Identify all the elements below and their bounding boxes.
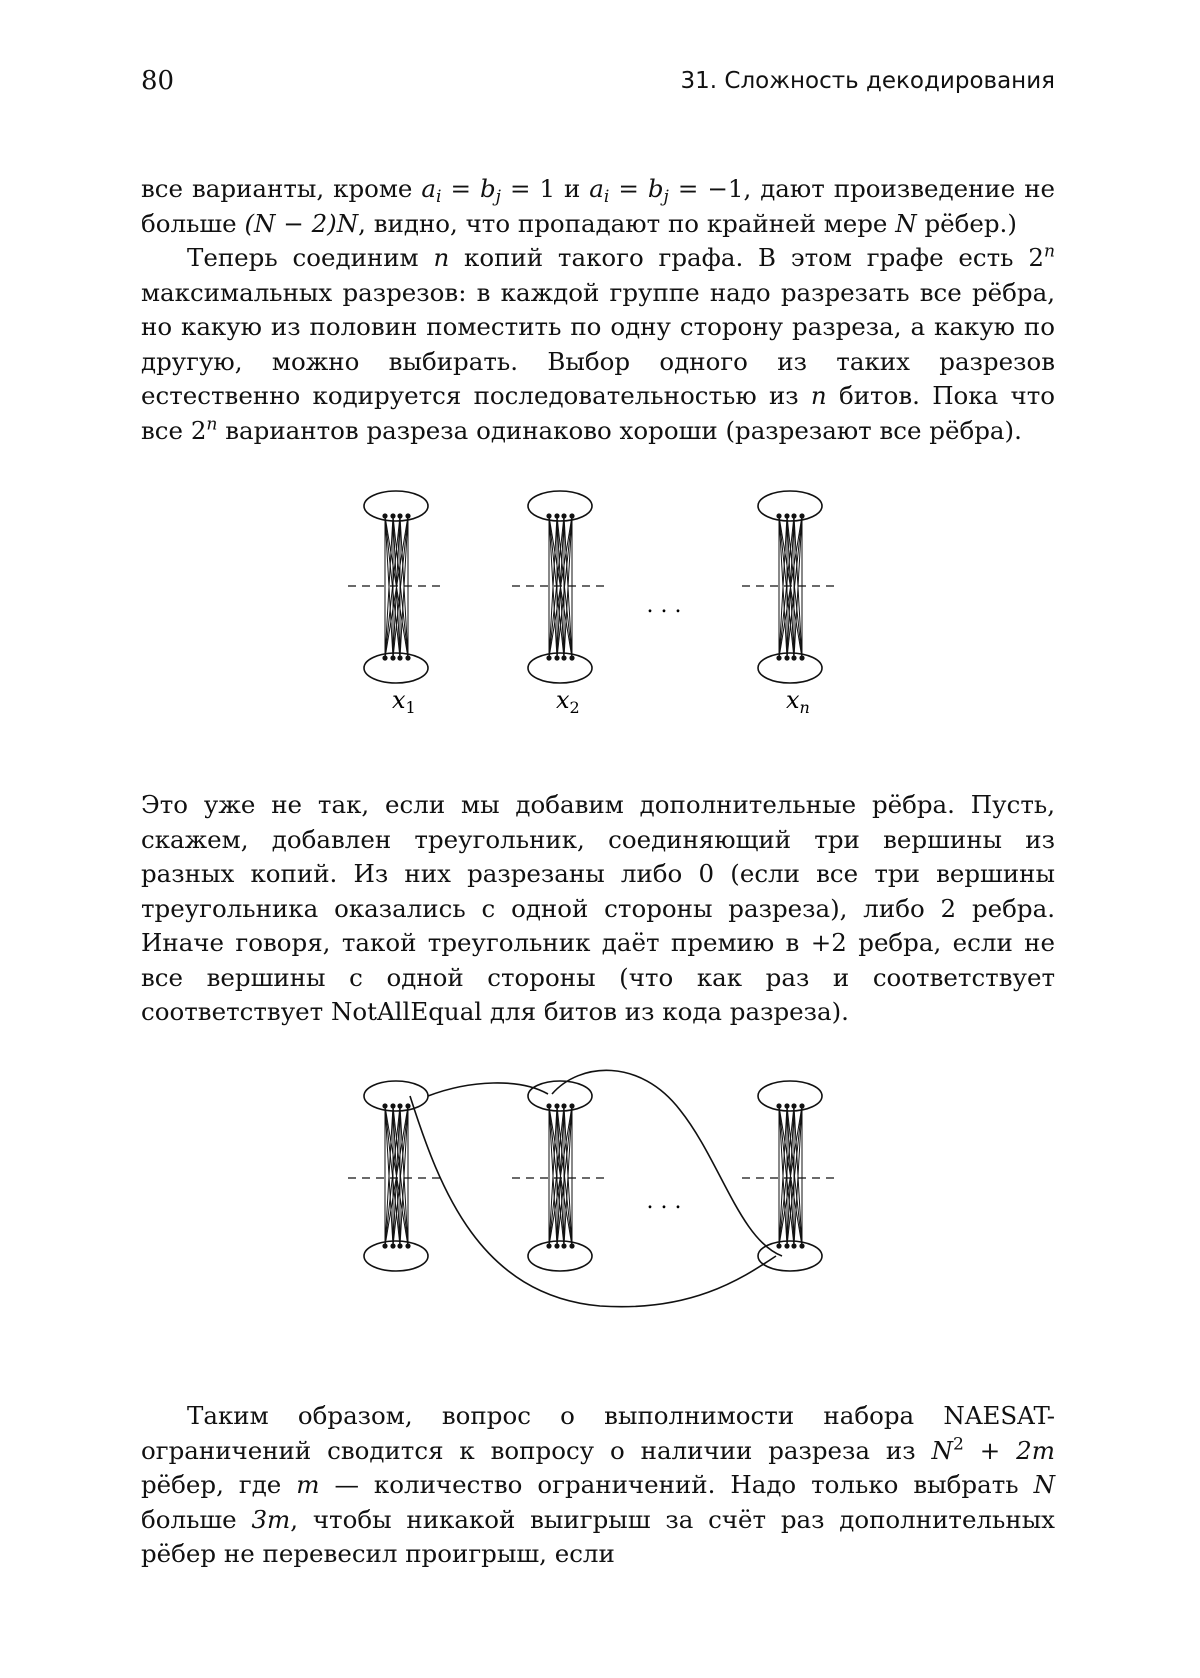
vertex [390, 513, 395, 518]
text-run: , чтобы никакой выигрыш за счёт раз дополнительных рёбер не перевесил проигрыш, если [141, 1505, 1055, 1569]
vertex [554, 1103, 559, 1108]
vertex [791, 1103, 796, 1108]
vertex [569, 1103, 574, 1108]
math-var: N [895, 209, 916, 238]
text-run: больше [141, 1505, 251, 1534]
math-var: b [648, 174, 664, 203]
text-run: и [555, 174, 589, 203]
vertex [405, 655, 410, 660]
graph-units [348, 491, 838, 683]
math-var: a [589, 174, 604, 203]
text-run: , дают произведение не больше [141, 174, 1055, 238]
paragraph-1 [141, 172, 1055, 241]
bottom-group-ellipse [758, 1241, 822, 1271]
vertex [390, 1243, 395, 1248]
graph-unit [742, 491, 838, 683]
vertex [569, 655, 574, 660]
graph-unit [512, 1081, 608, 1271]
math-expr: + 2m [964, 1436, 1055, 1465]
graph-units [348, 1081, 838, 1271]
vertex [397, 1103, 402, 1108]
vertex [776, 1103, 781, 1108]
vertex [546, 655, 551, 660]
graph-copies-diagram [0, 480, 1200, 730]
vertex [382, 1243, 387, 1248]
vertex [784, 1243, 789, 1248]
running-title: 31. Сложность декодирования [681, 68, 1055, 94]
triangle-edge-3 [410, 1096, 776, 1307]
text-run: , видно, что пропадают по крайней мере [358, 209, 895, 238]
vertex [561, 655, 566, 660]
math-sup: n [206, 414, 217, 434]
vertex [791, 513, 796, 518]
label-xn: xn [786, 686, 810, 717]
bottom-group-ellipse [364, 653, 428, 683]
bottom-group-ellipse [528, 653, 592, 683]
text-run: максимальных разрезов: в каждой группе надо разрезать все рёбра, но какую из половин поместить по одну сторону разреза, а какую по другую, можно выбирать. Выбор одного из таких разрезов естественно кодируется последовательностью из [141, 278, 1055, 411]
vertex [791, 655, 796, 660]
math-sup: 2 [953, 1434, 964, 1454]
math-sup: n [1044, 242, 1055, 262]
graph-unit [742, 1081, 838, 1271]
ellipsis: . . . [647, 593, 682, 618]
bottom-group-ellipse [364, 1241, 428, 1271]
triangle-edge-2 [552, 1070, 782, 1256]
math-var: N [932, 1436, 953, 1465]
vertex [569, 1243, 574, 1248]
bottom-group-ellipse [528, 1241, 592, 1271]
label-x2: x2 [556, 686, 580, 717]
math-var: n [811, 381, 827, 410]
vertex [799, 1243, 804, 1248]
math-sub: i [436, 187, 441, 207]
vertex [784, 655, 789, 660]
math-expr: (N − 2)N [244, 209, 358, 238]
text-run: рёбер.) [917, 209, 1017, 238]
vertex [546, 1103, 551, 1108]
vertex [799, 513, 804, 518]
vertex [776, 655, 781, 660]
vertex [382, 513, 387, 518]
paragraph-2 [141, 241, 1055, 448]
vertex [799, 1103, 804, 1108]
vertex [397, 1243, 402, 1248]
page-header [141, 62, 1055, 102]
vertex [776, 513, 781, 518]
top-group-ellipse [758, 1081, 822, 1111]
math-var: N [1034, 1470, 1055, 1499]
math-sub: j [664, 187, 669, 207]
vertex [776, 1243, 781, 1248]
graph-unit [348, 491, 444, 683]
text-run: битов. Пока что все [141, 381, 1055, 445]
vertex [405, 513, 410, 518]
vertex [382, 1103, 387, 1108]
paragraph-2-text [141, 241, 1055, 448]
math-op: = [609, 174, 647, 203]
vertex [561, 1103, 566, 1108]
vertex [554, 513, 559, 518]
paragraph-3-text: Это уже не так, если мы добавим дополнительные рёбра. Пусть, скажем, добавлен треугольник, соединяющий три вершины из разных копий. Из них разрезаны либо 0 (если все три вершины треугольника оказались с одной стороны разреза), либо 2 ребра. Иначе говоря, такой треугольник даёт премию в +2 ребра, если не все вершины с одной стороны (что как раз и соответствует соответствует NotAllEqual для битов из кода разреза). [141, 788, 1055, 1030]
vertex [554, 655, 559, 660]
vertex [561, 1243, 566, 1248]
figure-graph-triangle [0, 1040, 1200, 1320]
vertex [405, 1103, 410, 1108]
math-num: 2 [1028, 243, 1044, 272]
paragraph-3 [141, 788, 1055, 1030]
top-group-ellipse [528, 491, 592, 521]
top-group-ellipse [758, 491, 822, 521]
graph-triangle-diagram [0, 1040, 1200, 1320]
ellipsis: . . . [647, 1189, 682, 1214]
math-sub: i [604, 187, 609, 207]
math-var: a [421, 174, 436, 203]
page-number: 80 [141, 66, 174, 96]
math-var: m [296, 1470, 319, 1499]
math-expr: 3m [251, 1505, 290, 1534]
vertex [382, 655, 387, 660]
math-num: 2 [191, 416, 207, 445]
paragraph-4 [141, 1399, 1055, 1572]
math-op: = −1 [669, 174, 744, 203]
vertex [791, 1243, 796, 1248]
graph-unit [512, 491, 608, 683]
text-run: Таким образом, вопрос о выполнимости набора NAESAT-ограничений сводится к вопросу о наличии разреза из [141, 1401, 1055, 1465]
vertex [397, 513, 402, 518]
paragraph-4-text [141, 1399, 1055, 1572]
math-op: = [442, 174, 480, 203]
text-run: — количество ограничений. Надо только выбрать [320, 1470, 1034, 1499]
text-run: копий такого графа. В этом графе есть [449, 243, 1028, 272]
vertex [397, 655, 402, 660]
math-var: n [433, 243, 449, 272]
graph-unit [348, 1081, 444, 1271]
vertex [569, 513, 574, 518]
vertex [390, 655, 395, 660]
vertex [799, 655, 804, 660]
text-run: рёбер, где [141, 1470, 296, 1499]
text-run: Теперь соединим [187, 243, 433, 272]
top-group-ellipse [364, 491, 428, 521]
vertex [784, 513, 789, 518]
math-sub: j [496, 187, 501, 207]
paragraph-1-text [141, 172, 1055, 241]
vertex [546, 513, 551, 518]
bottom-group-ellipse [758, 653, 822, 683]
vertex [561, 513, 566, 518]
vertex [554, 1243, 559, 1248]
text-run: вариантов разреза одинаково хороши (разрезают все рёбра). [217, 416, 1021, 445]
vertex [784, 1103, 789, 1108]
label-x1: x1 [392, 686, 416, 717]
text-run: все варианты, кроме [141, 174, 421, 203]
math-op: = 1 [501, 174, 555, 203]
top-group-ellipse [364, 1081, 428, 1111]
figure-graph-copies [0, 480, 1200, 730]
math-var: b [480, 174, 496, 203]
vertex [546, 1243, 551, 1248]
vertex [390, 1103, 395, 1108]
vertex [405, 1243, 410, 1248]
